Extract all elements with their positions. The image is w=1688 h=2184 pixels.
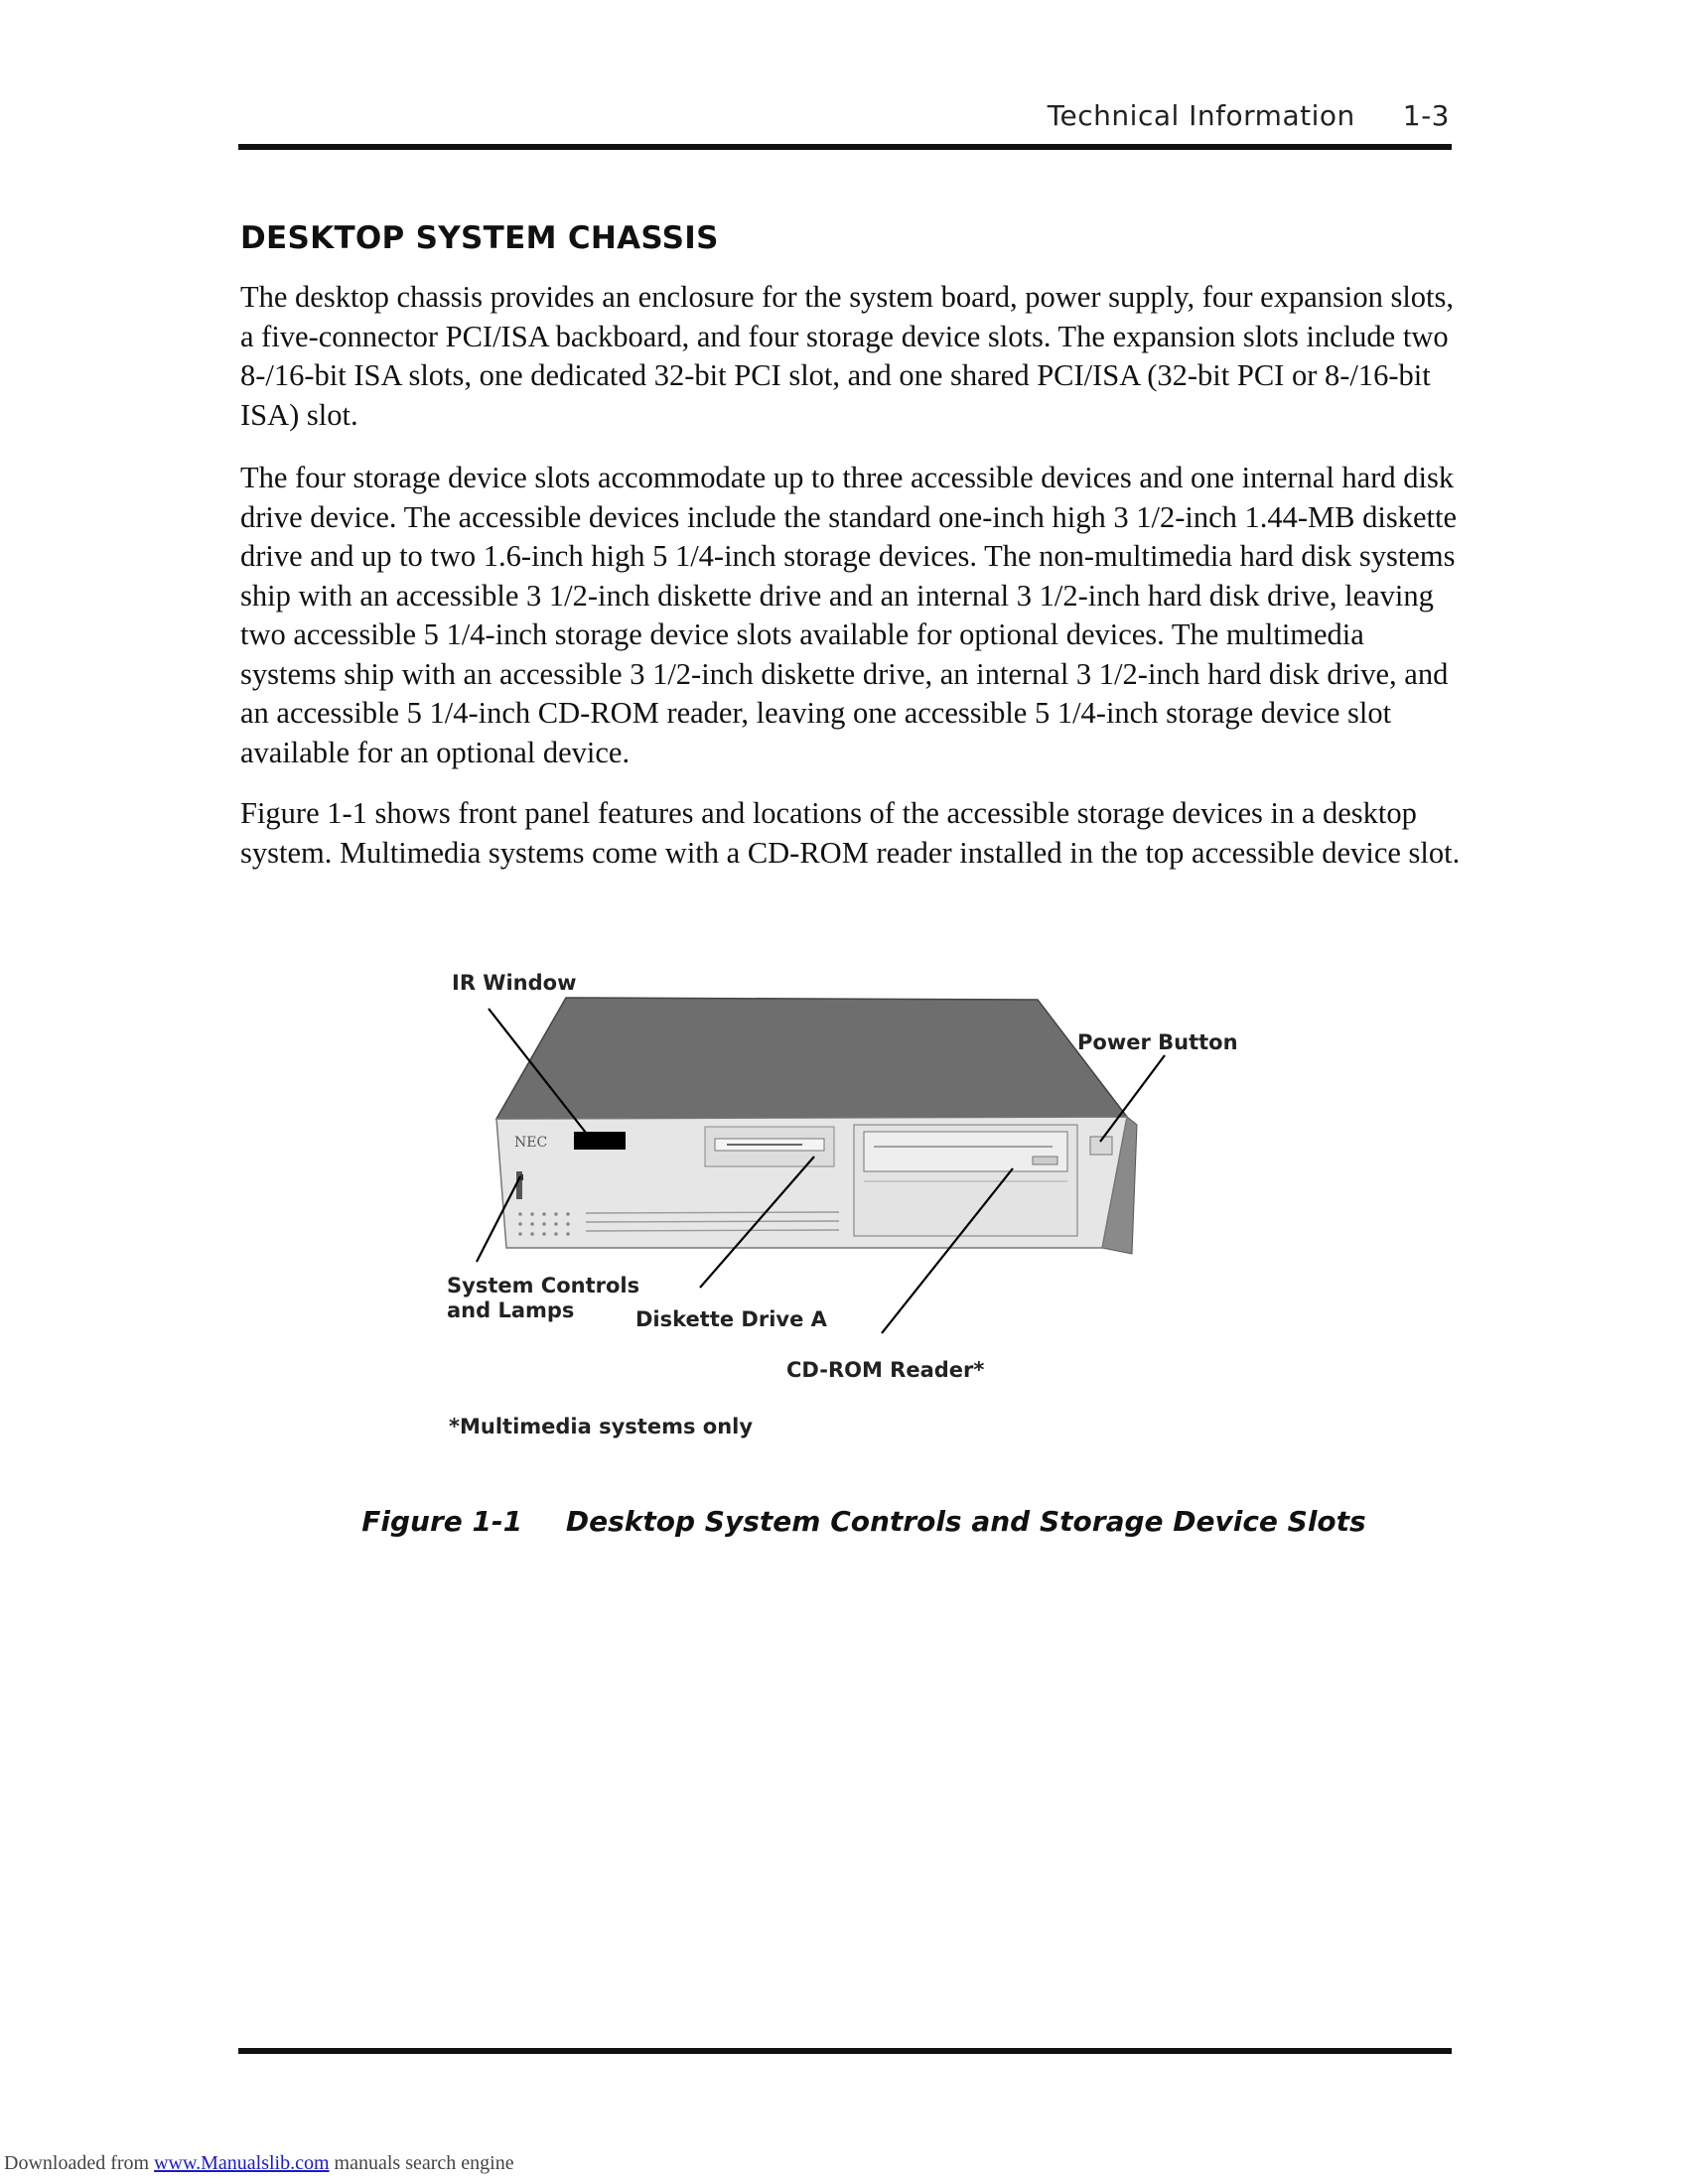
- paragraph-figure-reference: Figure 1-1 shows front panel features and locations of the accessible storage devices in a desktop system. Multimedia systems come with a CD-ROM reader installed in the top accessible device slot.: [240, 796, 1461, 870]
- download-footer: [4, 2152, 514, 2175]
- running-head-section: Technical Information: [1047, 99, 1355, 132]
- label-system-controls-line1: System Controls: [447, 1274, 640, 1297]
- footer-suffix: manuals search engine: [329, 2152, 514, 2174]
- figure-caption-title: Desktop System Controls and Storage Device Slots: [565, 1505, 1366, 1538]
- desktop-chassis-figure: [437, 968, 1271, 1474]
- paragraph-chassis-overview: The desktop chassis provides an enclosure for the system board, power supply, four expansion slots, a five-connector PCI/ISA backboard, and four storage device slots. The expansion slots include two 8-/16-bit ISA slots, one dedicated 32-bit PCI slot, and one shared PCI/ISA (32-bit PCI or 8-/16-bit ISA) slot.: [240, 280, 1455, 432]
- footer-rule: [238, 2048, 1452, 2054]
- figure-caption: [0, 1505, 1688, 1538]
- label-diskette-drive: Diskette Drive A: [635, 1307, 827, 1331]
- manualslib-link[interactable]: www.Manualslib.com: [154, 2152, 330, 2174]
- running-head: [1048, 99, 1450, 132]
- label-system-controls-line2: and Lamps: [447, 1298, 575, 1322]
- label-power-button: Power Button: [1077, 1030, 1238, 1054]
- label-cdrom-reader: CD-ROM Reader*: [786, 1358, 985, 1382]
- paragraph-storage-slots: The four storage device slots accommodate up to three accessible devices and one internal hard disk drive device. The accessible devices include the standard one-inch high 3 1/2-inch 1.44-MB diskette drive and up to two 1.6-inch high 5 1/4-inch storage devices. The non-multimedia hard disk systems ship with an accessible 3 1/2-inch diskette drive and an internal 3 1/2-inch hard disk drive, leaving two accessible 5 1/4-inch storage device slots available for optional devices. The multimedia systems ship with an accessible 3 1/2-inch diskette drive, an internal 3 1/2-inch hard disk drive, and an accessible 5 1/4-inch CD-ROM reader, leaving one accessible 5 1/4-inch storage device slot available for an optional device.: [240, 461, 1457, 769]
- section-title: DESKTOP SYSTEM CHASSIS: [240, 220, 719, 256]
- label-system-controls: [447, 1274, 639, 1323]
- label-multimedia-footnote: *Multimedia systems only: [449, 1415, 754, 1438]
- svg-text:NEC: NEC: [514, 1135, 548, 1151]
- page-number: 1-3: [1402, 99, 1450, 132]
- figure-caption-number: Figure 1-1: [361, 1505, 523, 1538]
- footer-prefix: Downloaded from: [4, 2152, 155, 2174]
- label-ir-window: IR Window: [452, 971, 577, 995]
- header-rule: [238, 144, 1452, 150]
